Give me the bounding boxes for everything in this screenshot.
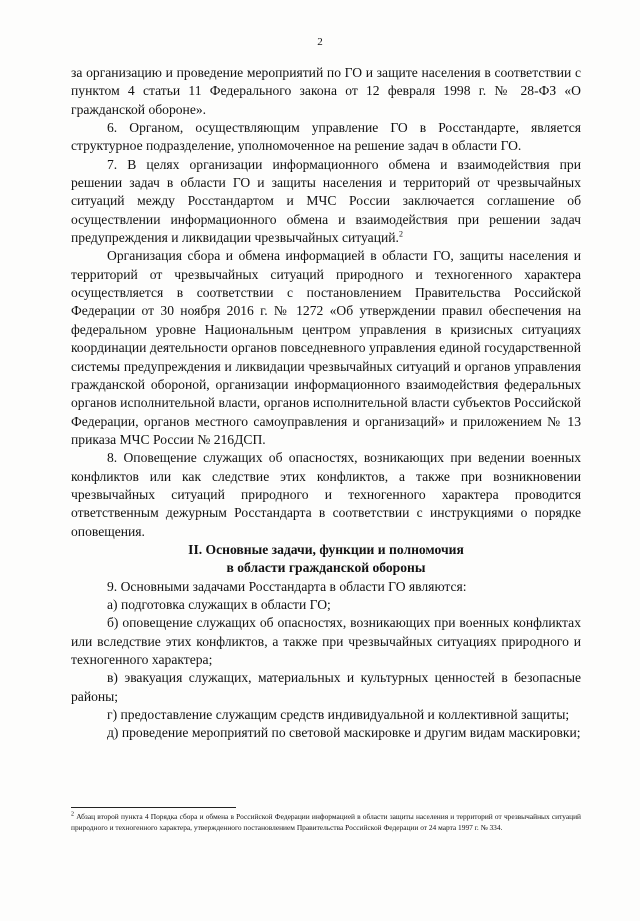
- paragraph-continuation: за организацию и проведение мероприятий по ГО и защите населения в соответствии с пунктом 4 статьи 11 Федерального закона от 12 февраля 1998 г. № 28-ФЗ «О гражданской обороне».: [71, 65, 581, 117]
- list-item-a: а) подготовка служащих в области ГО;: [107, 596, 331, 612]
- footnote-reference: 2: [398, 229, 403, 239]
- footnote-divider: [71, 807, 236, 808]
- section-heading: [71, 541, 581, 578]
- section-heading-line-1: II. Основные задачи, функции и полномочия: [188, 541, 464, 557]
- list-item-b: б) оповещение служащих об опасностях, возникающих при военных конфликтах или вследствие этих конфликтов, а также при чрезвычайных ситуациях природного и техногенного характера;: [71, 615, 581, 667]
- paragraph-7-text: 7. В целях организации информационного обмена и взаимодействия при решении задач в области ГО и защиты населения и территорий от чрезвычайных ситуаций между Росстандартом и МЧС России заключается соглашение об осуществлении информационного обмена и взаимодействия при решении задач предупреждения и ликвидации чрезвычайных ситуаций.: [71, 156, 581, 246]
- list-item-v: в) эвакуация служащих, материальных и культурных ценностей в безопасные районы;: [71, 670, 581, 704]
- section-heading-line-2: в области гражданской обороны: [226, 560, 426, 576]
- document-body: [71, 64, 581, 743]
- list-item-g: г) предоставление служащим средств индивидуальной и коллективной защиты;: [107, 707, 570, 723]
- list-item-d: д) проведение мероприятий по световой маскировке и другим видам маскировки;: [107, 725, 581, 741]
- paragraph-7: [71, 156, 581, 248]
- page-number: 2: [317, 36, 323, 48]
- paragraph-8: 8. Оповещение служащих об опасностях, возникающих при ведении военных конфликтов или как следствие этих конфликтов, а также при возникновении чрезвычайных ситуаций природного и техногенного характера проводится ответственным дежурным Росстандарта в соответствии с инструкциями о порядке оповещения.: [71, 450, 581, 539]
- paragraph-6: 6. Органом, осуществляющим управление ГО в Росстандарте, является структурное подразделение, уполномоченное на решение задач в области ГО.: [71, 120, 581, 154]
- footnote: [71, 812, 581, 833]
- footnote-text: Абзац второй пункта 4 Порядка сбора и обмена в Российской Федерации информацией в области защиты населения и территорий от чрезвычайных ситуаций природного и техногенного характера, утвержденного постановлением Правительства Российской Федерации от 24 марта 1997 г. № 334.: [71, 812, 581, 832]
- paragraph-information-exchange: Организация сбора и обмена информацией в области ГО, защиты населения и территорий от чрезвычайных ситуаций природного и техногенного характера осуществляется в соответствии с постановлением Правительства Российской Федерации от 30 ноября 2016 г. № 1272 «Об утверждении правил обеспечения на федеральном уровне Национальным центром управления в кризисных ситуациях координации деятельности органов повседневного управления единой государственной системы предупреждения и ликвидации чрезвычайных ситуаций и органов управления гражданской обороной, организации информационного взаимодействия федеральных органов исполнительной власти, органов исполнительной власти субъектов Российской Федерации, органов местного самоуправления и организаций» и приложением № 13 приказа МЧС России № 216ДСП.: [71, 248, 581, 447]
- paragraph-9-intro: 9. Основными задачами Росстандарта в области ГО являются:: [107, 578, 467, 594]
- footnote-marker: 2: [71, 811, 74, 818]
